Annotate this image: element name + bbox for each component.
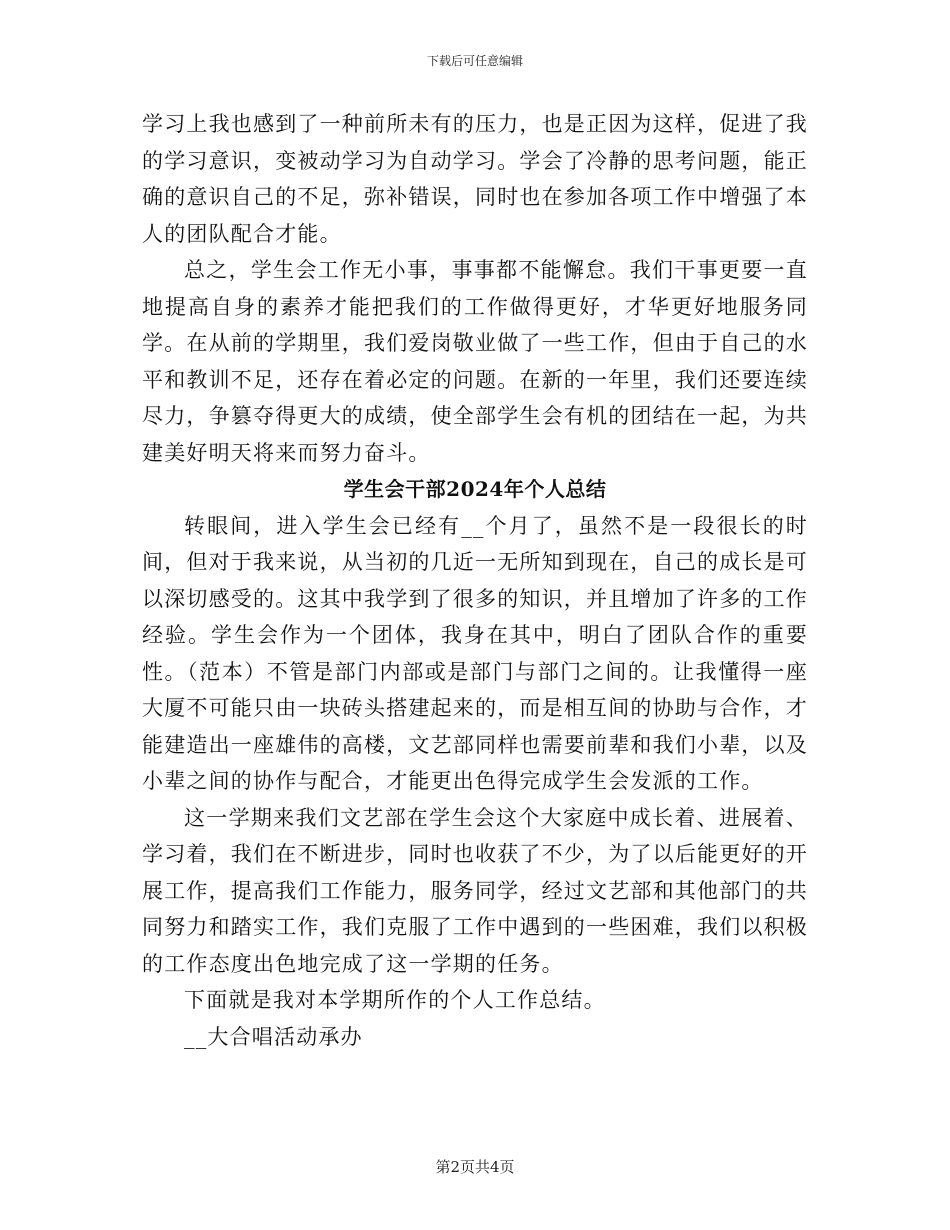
page-footer: 第2页共4页 <box>435 1158 515 1176</box>
section-heading: 学生会干部2024年个人总结 <box>343 477 607 501</box>
page-header: 下载后可任意编辑 <box>426 54 523 68</box>
paragraph-6: __大合唱活动承办 <box>184 1024 363 1049</box>
paragraph-4: 这一学期来我们文艺部在学生会这个大家庭中成长着、进展着、学习着，我们在不断进步，同时也收获了不少，为了以后能更好的开展工作，提高我们工作能力，服务同学，经过文艺部和其他部门的共同努力和踏实工作，我们克服了工作中遇到的一些困难，我们以积极的工作态度出色地完成了这一学期的任务。 <box>142 805 808 976</box>
paragraph-5: 下面就是我对本学期所作的个人工作总结。 <box>184 988 606 1012</box>
document-body <box>142 106 808 1055</box>
paragraph-2: 总之，学生会工作无小事，事事都不能懈怠。我们干事更要一直地提高自身的素养才能把我们的工作做得更好，才华更好地服务同学。在从前的学期里，我们爱岗敬业做了一些工作，但由于自己的水平和教训不足，还存在着必定的问题。在新的一年里，我们还要连续尽力，争篡夺得更大的成绩，使全部学生会有机的团结在一起，为共建美好明天将来而努力奋斗。 <box>142 258 808 465</box>
paragraph-3: 转眼间，进入学生会已经有__个月了，虽然不是一段很长的时间，但对于我来说，从当初的几近一无所知到现在，自己的成长是可以深切感受的。这其中我学到了很多的知识，并且增加了许多的工作经验。学生会作为一个团体，我身在其中，明白了团队合作的重要性。（范本）不管是部门内部或是部门与部门之间的。让我懂得一座大厦不可能只由一块砖头搭建起来的，而是相互间的协助与合作，才能建造出一座雄伟的高楼，文艺部同样也需要前辈和我们小辈，以及小辈之间的协作与配合，才能更出色得完成学生会发派的工作。 <box>142 513 808 793</box>
paragraph-1: 学习上我也感到了一种前所未有的压力，也是正因为这样，促进了我的学习意识，变被动学习为自动学习。学会了冷静的思考问题，能正确的意识自己的不足，弥补错误，同时也在参加各项工作中增强了本人的团队配合才能。 <box>142 112 808 246</box>
